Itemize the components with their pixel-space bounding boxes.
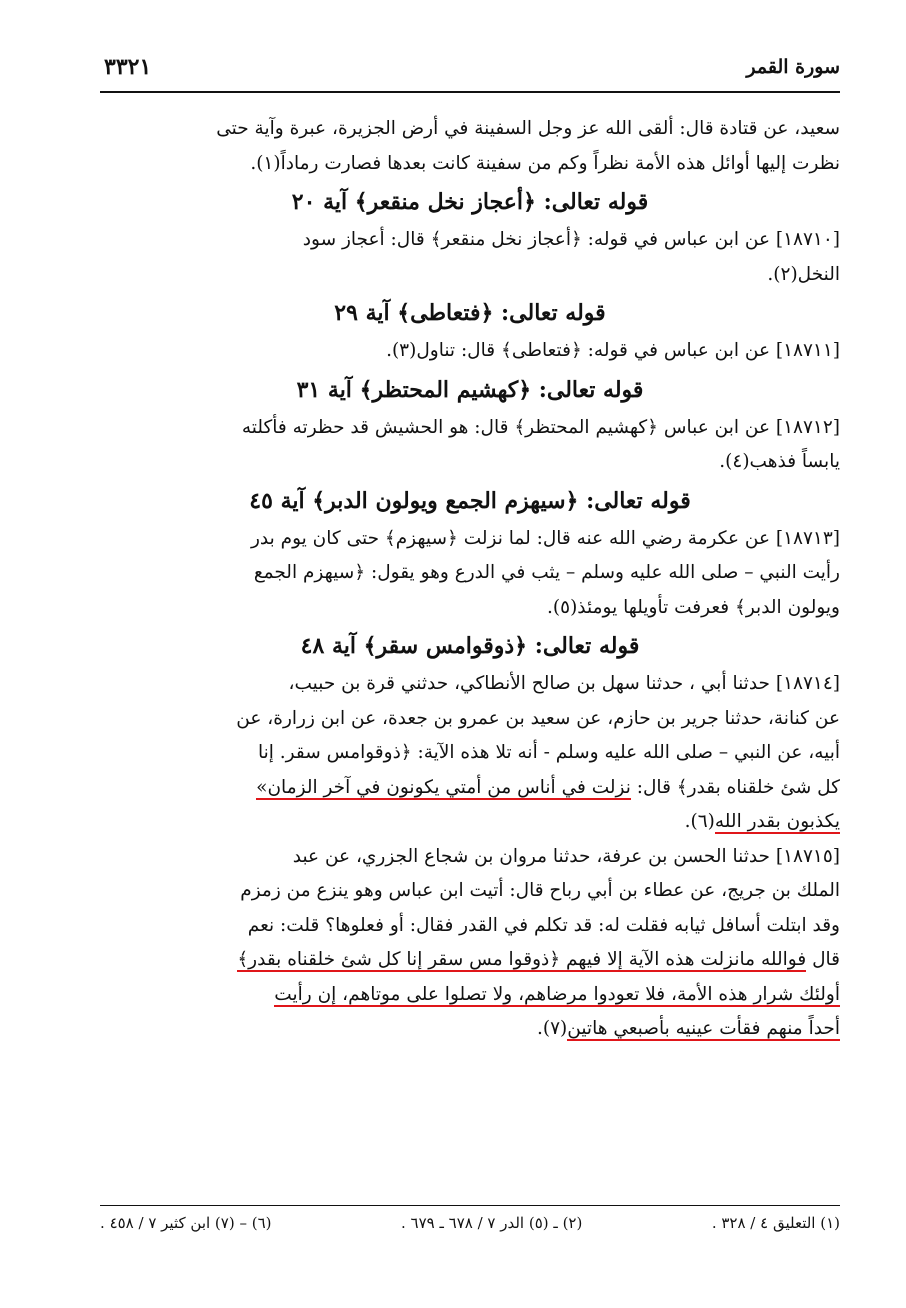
text-line: [١٨٧١١] عن ابن عباس في قوله: ﴿فتعاطى﴾ قال: تناول(٣). bbox=[386, 340, 840, 361]
text-line: رأيت النبي – صلى الله عليه وسلم – يثب في الدرع وهو يقول: ﴿سيهزم الجمع bbox=[253, 562, 840, 583]
text-line: عن كنانة، حدثنا جرير بن حازم، عن سعيد بن عمرو بن جعدة، عن ابن زرارة، عن bbox=[236, 707, 840, 729]
text-line: [١٨٧١٥] حدثنا الحسن بن عرفة، حدثنا مروان بن شجاع الجزري، عن عبد bbox=[292, 845, 840, 867]
text-line: وقد ابتلت أسافل ثيابه فقلت له: قد تكلم في القدر فقال: أو فعلوها؟ قلت: نعم bbox=[247, 914, 840, 936]
footnote-ref: (٦). bbox=[684, 811, 715, 832]
text-line: سعيد، عن قتادة قال: ألقى الله عز وجل السفينة في أرض الجزيرة، عبرة وآية حتى bbox=[216, 118, 840, 139]
book-page bbox=[100, 0, 840, 1308]
text-line: الملك بن جريج، عن عطاء بن أبي رباح قال: أتيت ابن عباس وهو ينزع من زمزم bbox=[240, 880, 840, 901]
text-line: [١٨٧١٠] عن ابن عباس في قوله: ﴿أعجاز نخل منقعر﴾ قال: أعجاز سود bbox=[302, 229, 840, 250]
footnote-1: (١) التعليق ٤ / ٣٢٨ . bbox=[711, 1214, 840, 1232]
text-line: [١٨٧١٣] عن عكرمة رضي الله عنه قال: لما نزلت ﴿سيهزم﴾ حتى كان يوم بدر bbox=[250, 527, 840, 549]
text-line: النخل(٢). bbox=[767, 263, 840, 285]
text-line bbox=[100, 805, 840, 840]
verse-heading: قوله تعالى: ﴿كهشيم المحتظر﴾ آية ٣١ bbox=[296, 376, 644, 403]
verse-heading: قوله تعالى: ﴿أعجاز نخل منقعر﴾ آية ٢٠ bbox=[291, 189, 649, 215]
text-segment: قال bbox=[806, 949, 840, 970]
text-line bbox=[100, 978, 840, 1013]
underlined-text: يكذبون بقدر الله bbox=[714, 811, 840, 832]
underlined-text: أحداً منهم فقأت عينيه بأصبعي هاتين bbox=[567, 1018, 840, 1039]
underlined-text: فوالله مانزلت هذه الآية إلا فيهم ﴿ذوقوا مس سقر إنا كل شئ خلقناه بقدر﴾ bbox=[237, 949, 807, 970]
footnote-2: (٢) ـ (٥) الدر ٧ / ٦٧٨ ـ ٦٧٩ . bbox=[400, 1214, 583, 1232]
verse-heading: قوله تعالى: ﴿سيهزم الجمع ويولون الدبر﴾ آية ٤٥ bbox=[249, 487, 691, 514]
text-line: نظرت إليها أوائل هذه الأمة نظراً وكم من سفينة كانت بعدها فصارت رماداً(١). bbox=[250, 152, 840, 174]
underlined-text: أولئك شرار هذه الأمة، فلا تعودوا مرضاهم، ولا تصلوا على موتاهم، إن رأيت bbox=[274, 983, 840, 1005]
text-line: [١٨٧١٤] حدثنا أبي ، حدثنا سهل بن صالح الأنطاكي، حدثني قرة بن حبيب، bbox=[288, 673, 840, 694]
text-line: ويولون الدبر﴾ فعرفت تأويلها يومئذ(٥). bbox=[547, 596, 840, 618]
text-line: أبيه، عن النبي – صلى الله عليه وسلم - أنه تلا هذه الآية: ﴿ذوقوامس سقر. إنا bbox=[257, 742, 840, 763]
footnote-ref: (٧). bbox=[536, 1018, 568, 1039]
text-line bbox=[100, 771, 840, 806]
surah-title: سورة القمر bbox=[746, 56, 840, 78]
text-line bbox=[100, 1012, 840, 1047]
footnotes bbox=[100, 1205, 840, 1232]
header-rule bbox=[100, 91, 840, 93]
footnote-line bbox=[100, 1214, 840, 1232]
verse-heading: قوله تعالى: ﴿ذوقوامس سقر﴾ آية ٤٨ bbox=[300, 633, 640, 659]
verse-heading: قوله تعالى: ﴿فتعاطى﴾ آية ٢٩ bbox=[334, 300, 606, 326]
underlined-text: نزلت في أناس من أمتي يكونون في آخر الزمان» bbox=[256, 776, 631, 798]
page-header bbox=[100, 52, 840, 86]
text-line: [١٨٧١٢] عن ابن عباس ﴿كهشيم المحتظر﴾ قال: هو الحشيش قد حظرته فأكلته bbox=[241, 416, 840, 438]
footnote-rule bbox=[100, 1205, 840, 1206]
footnote-3: (٦) – (٧) ابن كثير ٧ / ٤٥٨ . bbox=[100, 1214, 272, 1232]
page-body bbox=[100, 112, 840, 1047]
page-number: ٣٣٢١ bbox=[104, 54, 152, 80]
text-line: يابساً فذهب(٤). bbox=[719, 451, 840, 472]
text-segment: كل شئ خلقناه بقدر﴾ قال: bbox=[630, 776, 840, 798]
text-line bbox=[100, 943, 840, 978]
